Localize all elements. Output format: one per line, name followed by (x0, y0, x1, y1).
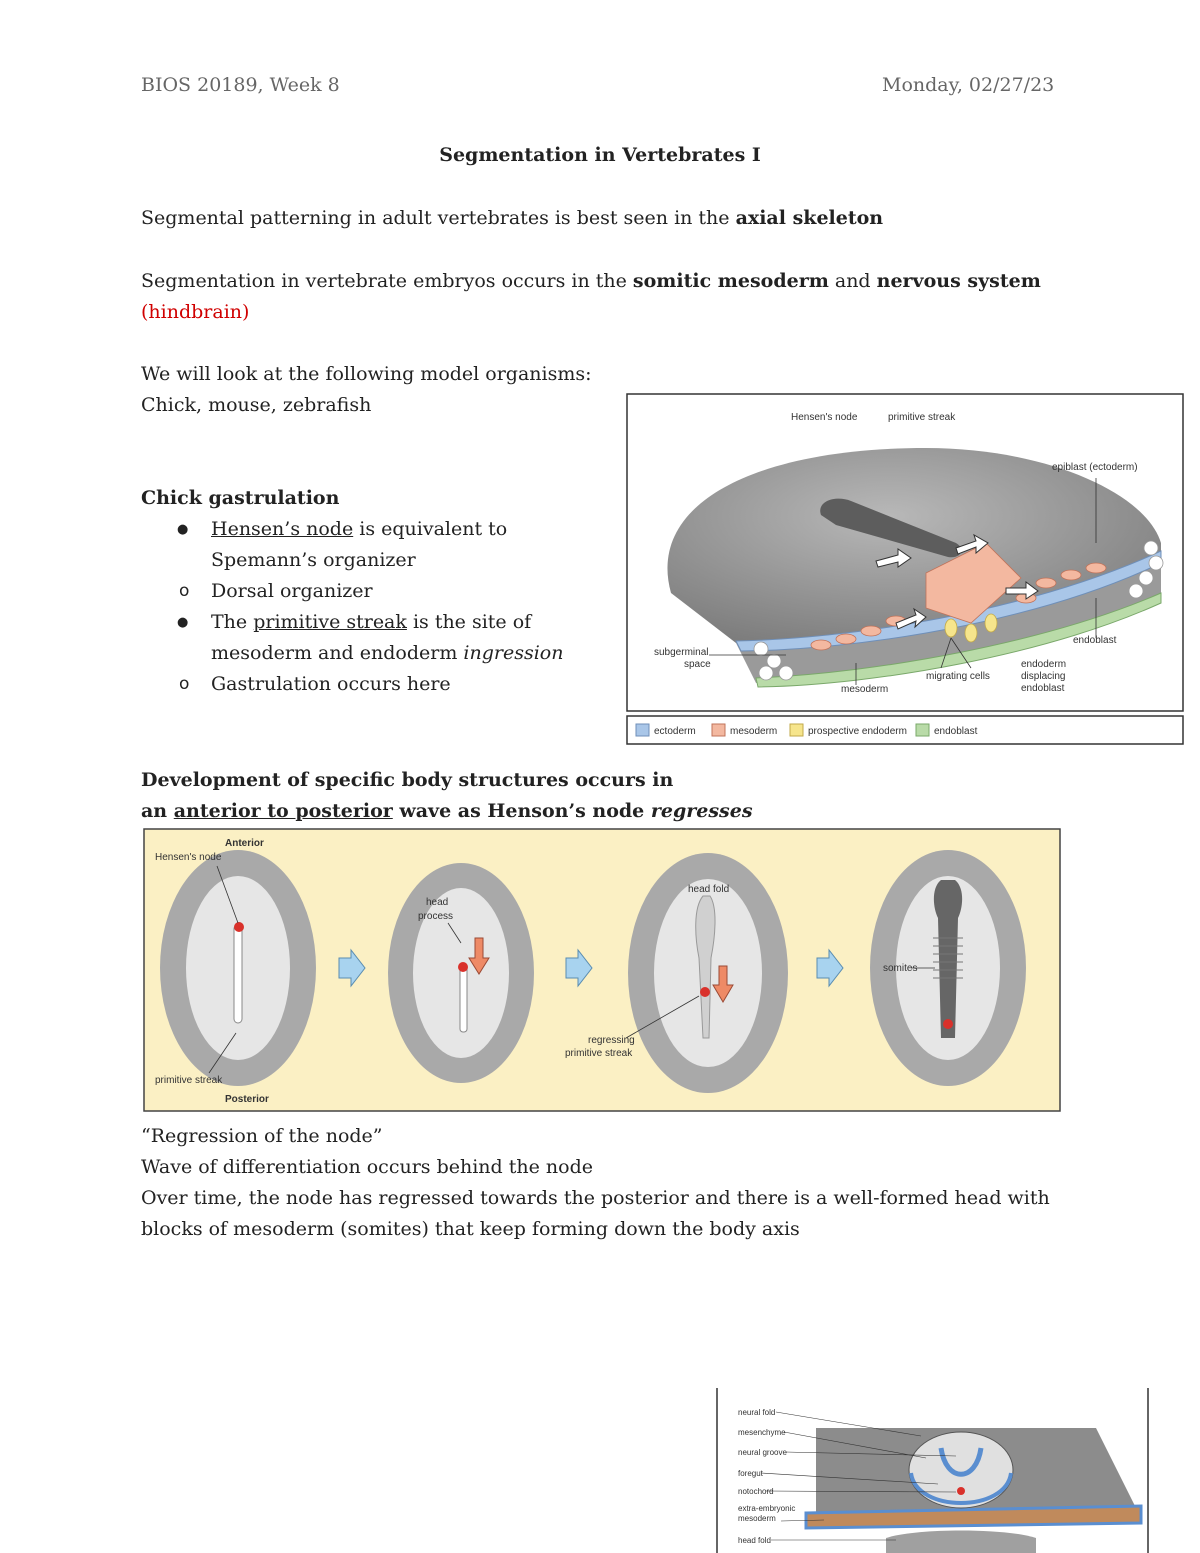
model-organisms-list: Chick, mouse, zebrafish (141, 394, 372, 416)
label-extra-embryonic: extra-embryonic (738, 1504, 796, 1513)
over-time-line1: Over time, the node has regressed towards the posterior and there is a well-formed head with (141, 1187, 1050, 1209)
neural-fold-shape (909, 1432, 1013, 1508)
p1-text: Segmental patterning in adult vertebrates is best seen in the (141, 207, 736, 229)
hensens-node-dot-1 (234, 922, 244, 932)
chick-bullets (141, 514, 616, 700)
page-title: Segmentation in Vertebrates I (439, 144, 761, 166)
hensens-node-dot-2 (458, 962, 468, 972)
legend-mesoderm: mesoderm (730, 726, 778, 737)
wave-differentiation: Wave of differentiation occurs behind the node (141, 1156, 593, 1178)
legend-mesoderm-swatch (712, 724, 725, 736)
embryo-stage-1 (160, 850, 316, 1086)
sub-gastrulation-here: o Gastrulation occurs here (141, 669, 616, 700)
label-regressing-ps: primitive streak (565, 1048, 633, 1059)
primitive-streak-term: primitive streak (253, 611, 407, 633)
gastrulation-figure (626, 393, 1185, 746)
ps-pre: The (211, 611, 254, 633)
hindbrain-note: (hindbrain) (141, 301, 250, 323)
label-head-fold-fig3: head fold (738, 1536, 771, 1545)
label-primitive-streak-fig2: primitive streak (155, 1075, 223, 1086)
p1-bold: axial skeleton (735, 207, 884, 229)
regression-figure (143, 828, 1062, 1113)
legend-prospective-endoderm: prospective endoderm (808, 726, 907, 737)
paragraph-somitic (141, 266, 1041, 297)
p2-bold2: nervous system (876, 270, 1041, 292)
label-neural-groove: neural groove (738, 1448, 787, 1457)
development-line1: Development of specific body structures occurs in (141, 769, 674, 791)
label-mesoderm: mesoderm (841, 684, 889, 695)
course-header: BIOS 20189, Week 8 (141, 74, 340, 96)
development-line2 (141, 796, 753, 827)
embryo-stage-2 (388, 863, 534, 1083)
chick-heading: Chick gastrulation (141, 487, 340, 509)
label-endoderm-1: endoderm (1021, 659, 1067, 670)
label-endoderm-2: displacing (1021, 671, 1066, 682)
label-notochord: notochord (738, 1487, 774, 1496)
label-mesenchyme: mesenchyme (738, 1428, 786, 1437)
label-neural-fold: neural fold (738, 1408, 776, 1417)
label-subgerminal: subgerminal (654, 647, 709, 658)
regression-quote: “Regression of the node” (141, 1125, 383, 1147)
label-space: space (684, 659, 711, 670)
label-head-fold: head fold (688, 884, 730, 895)
hensens-node-term: Hensen’s node (211, 518, 354, 540)
label-head: head (426, 897, 449, 908)
legend-endoblast-swatch (916, 724, 929, 736)
dev-pre: an (141, 800, 174, 822)
label-process: process (418, 911, 454, 922)
hensens-node-dot-3 (700, 987, 710, 997)
paragraph-axial-skeleton (141, 203, 883, 234)
bullet-hensens-node (141, 514, 616, 607)
legend-ectoderm: ectoderm (654, 726, 696, 737)
hensens-node-desc: is equivalent to Spemann’s organizer (211, 518, 508, 571)
label-migrating-cells: migrating cells (926, 671, 990, 682)
dev-mid: wave as Henson’s node (392, 800, 651, 822)
label-primitive-streak: primitive streak (888, 412, 956, 423)
label-somites: somites (883, 963, 918, 974)
legend-ectoderm-swatch (636, 724, 649, 736)
label-endoderm-3: endoblast (1021, 683, 1065, 694)
anterior-to-posterior: anterior to posterior (173, 800, 393, 822)
p2-bold1: somitic mesoderm (632, 270, 829, 292)
p2-text2: and (828, 270, 877, 292)
notochord-dot (957, 1487, 965, 1495)
label-foregut: foregut (738, 1469, 763, 1478)
label-regressing: regressing (588, 1035, 635, 1046)
hensens-node-dot-4 (943, 1019, 953, 1029)
sub-dorsal-organizer: o Dorsal organizer (141, 576, 616, 607)
ingression-term: ingression (463, 642, 564, 664)
regresses-term: regresses (650, 800, 753, 822)
label-anterior: Anterior (225, 838, 264, 849)
legend-endoblast: endoblast (934, 726, 978, 737)
ps-desc: is the site of mesoderm and endoderm (211, 611, 532, 664)
label-mesoderm-fig3: mesoderm (738, 1514, 776, 1523)
neural-fold-figure (716, 1388, 1150, 1553)
date-header: Monday, 02/27/23 (882, 74, 1055, 96)
label-endoblast: endoblast (1073, 635, 1117, 646)
label-hensens-node-fig2: Hensen's node (155, 852, 222, 863)
label-hensens-node: Hensen's node (791, 412, 858, 423)
legend-endoderm-swatch (790, 724, 803, 736)
model-organisms-intro: We will look at the following model organisms: (141, 363, 592, 385)
label-epiblast: epiblast (ectoderm) (1052, 462, 1138, 473)
over-time-line2: blocks of mesoderm (somites) that keep forming down the body axis (141, 1218, 800, 1240)
label-posterior: Posterior (225, 1094, 269, 1105)
p2-text1: Segmentation in vertebrate embryos occurs in the (141, 270, 633, 292)
bullet-primitive-streak (141, 607, 616, 700)
